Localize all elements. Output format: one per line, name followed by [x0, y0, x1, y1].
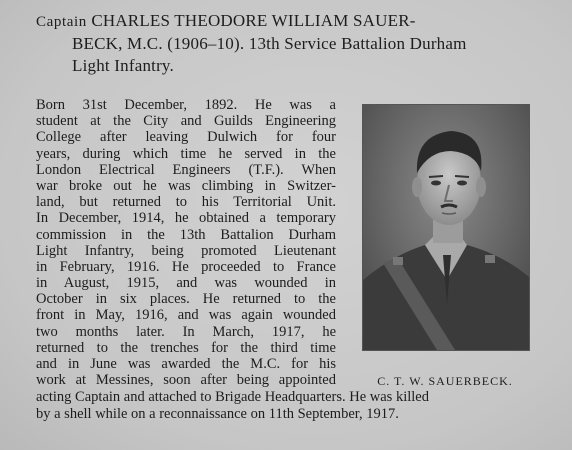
- heading-line-2: BECK, M.C. (1906–10). 13th Service Battalion Durham: [72, 34, 467, 53]
- text-line: in February, 1916. He proceeded to France: [36, 258, 336, 275]
- rank: Captain: [36, 14, 87, 30]
- text-line: front in May, 1916, and was again wounded: [36, 307, 336, 324]
- heading-line-1: [36, 10, 536, 33]
- heading-line-3: Light Infantry.: [72, 56, 174, 75]
- photo-caption: C. T. W. SAUERBECK.: [377, 374, 513, 388]
- text-line: London Electrical Engineers (T.F.). When: [36, 161, 336, 178]
- text-line: returned to the trenches for the third time: [36, 339, 336, 356]
- text-line: Light Infantry, being promoted Lieutenant: [36, 242, 336, 259]
- biography-text: [36, 97, 336, 388]
- full-name: CHARLES THEODORE WILLIAM SAUER-: [91, 11, 416, 30]
- portrait-photo: [362, 104, 530, 351]
- text-line: In December, 1914, he obtained a temporary: [36, 210, 336, 227]
- entry-heading: [36, 10, 536, 77]
- text-line: College after leaving Dulwich for four: [36, 129, 336, 146]
- text-line: years, during which time he served in the: [36, 145, 336, 162]
- text-line: Born 31st December, 1892. He was a: [36, 97, 336, 113]
- text-line: October in six places. He returned to the: [36, 291, 336, 308]
- text-line: commission in the 13th Battalion Durham: [36, 226, 336, 243]
- portrait-image: [363, 105, 529, 350]
- text-line: acting Captain and attached to Brigade Headquarters. He was killed: [36, 389, 429, 405]
- text-line: student at the City and Guilds Engineering: [36, 113, 336, 130]
- text-line: war broke out he was climbing in Switzer-: [36, 177, 336, 194]
- text-line: two months later. In March, 1917, he: [36, 323, 336, 340]
- text-line: land, but returned to his Territorial Unit.: [36, 194, 336, 211]
- text-line: and in June was awarded the M.C. for his: [36, 356, 336, 372]
- biography-text-continued: [36, 389, 536, 422]
- text-line: work at Messines, soon after being appointed: [36, 372, 336, 389]
- text-line: by a shell while on a reconnaissance on 11th September, 1917.: [36, 405, 399, 422]
- text-line: in August, 1915, and was wounded in: [36, 275, 336, 292]
